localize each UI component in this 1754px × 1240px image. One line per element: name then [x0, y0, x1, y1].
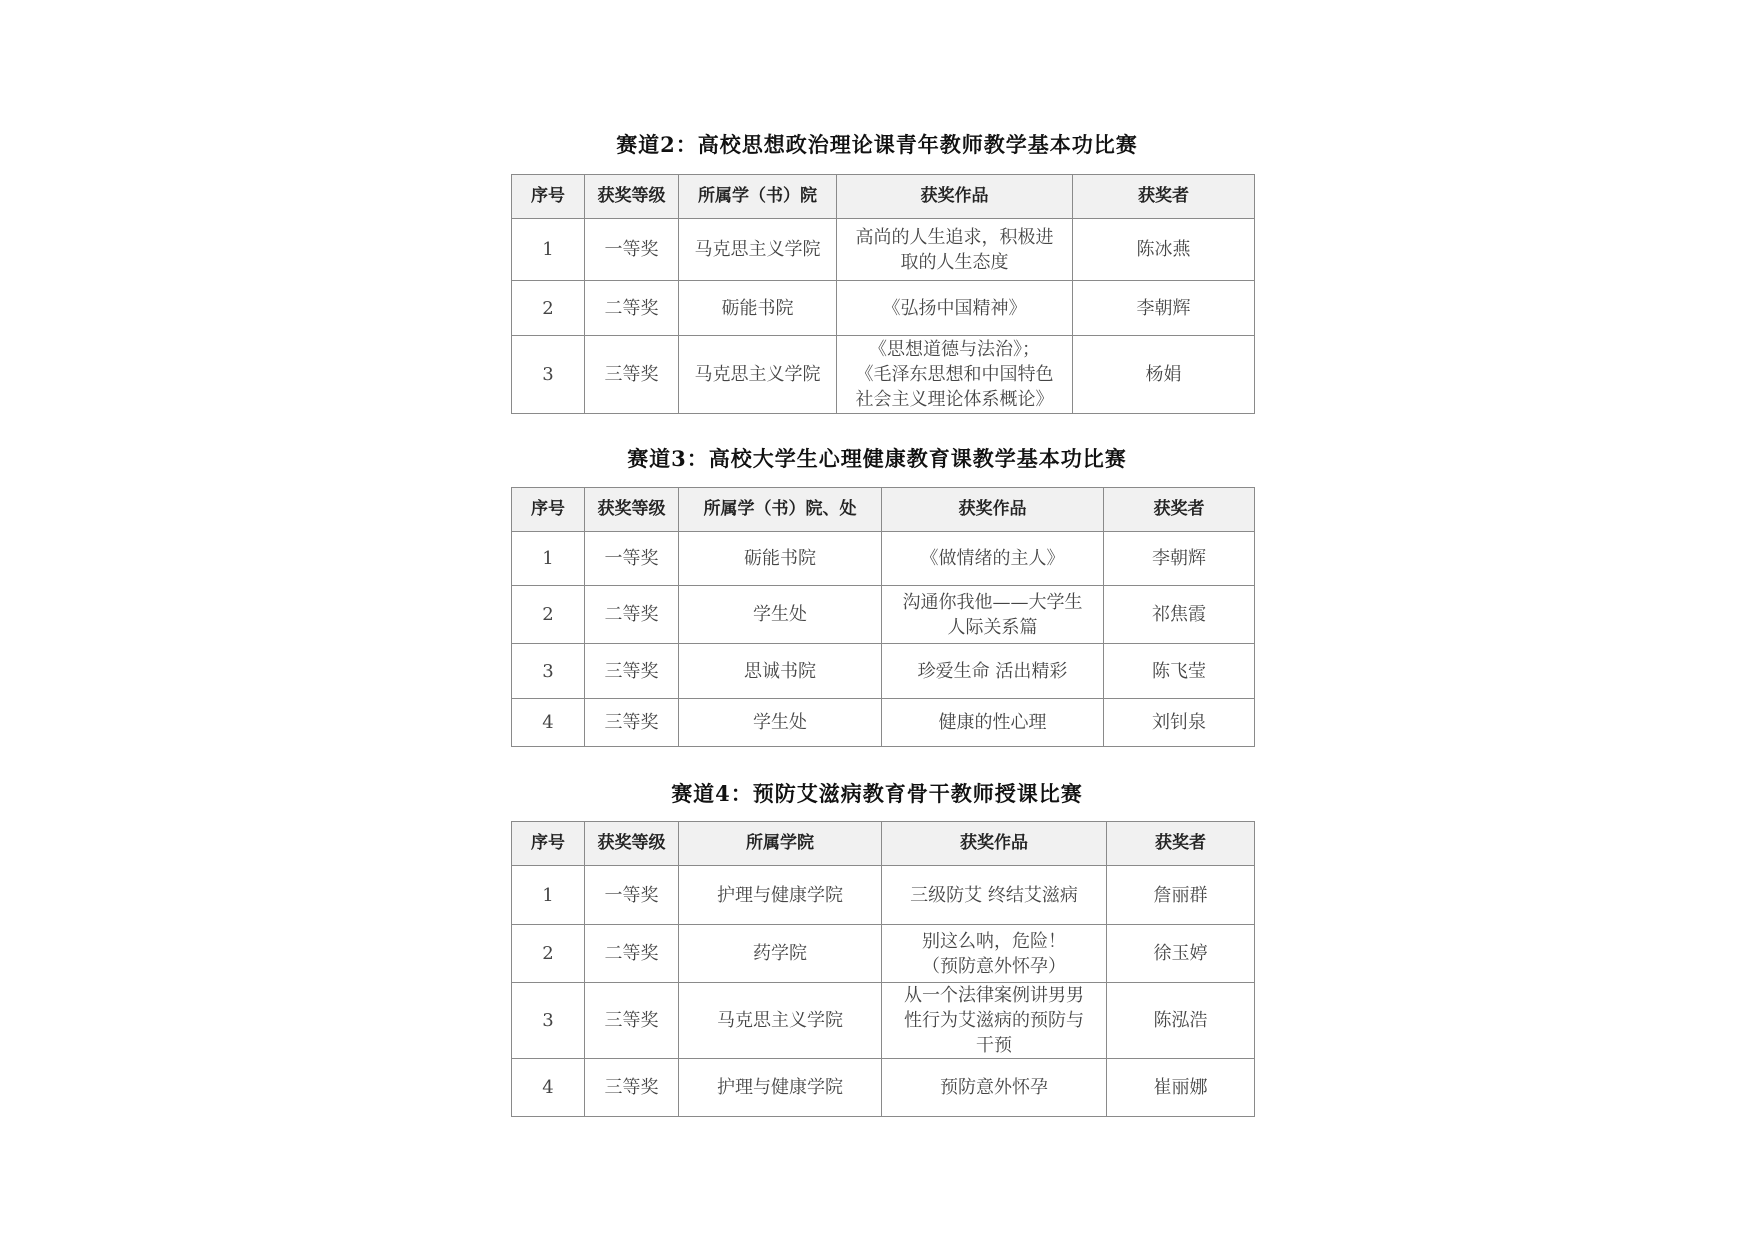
- cell-winner: 李朝辉: [1104, 532, 1255, 586]
- cell-award-level: 三等奖: [585, 699, 679, 747]
- table-row: [512, 925, 1255, 983]
- header-winner: 获奖者: [1073, 175, 1255, 219]
- section-3-title: 赛道3：高校大学生心理健康教育课教学基本功比赛: [627, 446, 1127, 471]
- cell-work: 沟通你我他——大学生 人际关系篇: [882, 586, 1104, 644]
- cell-work: 预防意外怀孕: [882, 1059, 1107, 1117]
- cell-index: 3: [512, 336, 585, 414]
- cell-index: 3: [512, 644, 585, 699]
- cell-award-level: 二等奖: [585, 586, 679, 644]
- table-row: [512, 219, 1255, 281]
- cell-college: 马克思主义学院: [679, 983, 882, 1059]
- table-row: [512, 1059, 1255, 1117]
- table-row: [512, 983, 1255, 1059]
- header-award-level: 获奖等级: [585, 488, 679, 532]
- cell-award-level: 二等奖: [585, 925, 679, 983]
- cell-index: 2: [512, 586, 585, 644]
- header-college: 所属学（书）院、处: [679, 488, 882, 532]
- cell-winner: 杨娟: [1073, 336, 1255, 414]
- cell-college: 马克思主义学院: [679, 336, 837, 414]
- cell-award-level: 一等奖: [585, 532, 679, 586]
- header-work: 获奖作品: [882, 488, 1104, 532]
- section-3-table: [511, 487, 1255, 747]
- cell-index: 1: [512, 219, 585, 281]
- cell-award-level: 三等奖: [585, 644, 679, 699]
- cell-index: 2: [512, 925, 585, 983]
- table-row: [512, 532, 1255, 586]
- cell-work: 《思想道德与法治》； 《毛泽东思想和中国特色 社会主义理论体系概论》: [837, 336, 1073, 414]
- cell-winner: 祁焦霞: [1104, 586, 1255, 644]
- table-header-row: [512, 175, 1255, 219]
- cell-award-level: 三等奖: [585, 1059, 679, 1117]
- cell-college: 药学院: [679, 925, 882, 983]
- cell-work: 三级防艾 终结艾滋病: [882, 866, 1107, 925]
- cell-award-level: 一等奖: [585, 866, 679, 925]
- table-row: [512, 699, 1255, 747]
- cell-index: 4: [512, 699, 585, 747]
- cell-winner: 詹丽群: [1107, 866, 1255, 925]
- cell-work: 《做情绪的主人》: [882, 532, 1104, 586]
- cell-award-level: 三等奖: [585, 983, 679, 1059]
- table-row: [512, 281, 1255, 336]
- cell-work: 《弘扬中国精神》: [837, 281, 1073, 336]
- cell-winner: 陈飞莹: [1104, 644, 1255, 699]
- header-index: 序号: [512, 175, 585, 219]
- cell-index: 4: [512, 1059, 585, 1117]
- cell-winner: 李朝辉: [1073, 281, 1255, 336]
- cell-work: 高尚的人生追求，积极进 取的人生态度: [837, 219, 1073, 281]
- header-winner: 获奖者: [1107, 822, 1255, 866]
- header-work: 获奖作品: [837, 175, 1073, 219]
- header-work: 获奖作品: [882, 822, 1107, 866]
- cell-index: 1: [512, 532, 585, 586]
- section-2-table: [511, 174, 1255, 414]
- cell-index: 2: [512, 281, 585, 336]
- cell-work: 健康的性心理: [882, 699, 1104, 747]
- cell-award-level: 二等奖: [585, 281, 679, 336]
- cell-winner: 陈冰燕: [1073, 219, 1255, 281]
- cell-college: 砺能书院: [679, 532, 882, 586]
- cell-college: 学生处: [679, 699, 882, 747]
- section-2-title: 赛道2：高校思想政治理论课青年教师教学基本功比赛: [616, 132, 1138, 157]
- cell-college: 护理与健康学院: [679, 866, 882, 925]
- cell-college: 护理与健康学院: [679, 1059, 882, 1117]
- section-4-table: [511, 821, 1255, 1117]
- table-header-row: [512, 822, 1255, 866]
- cell-index: 1: [512, 866, 585, 925]
- cell-college: 砺能书院: [679, 281, 837, 336]
- header-award-level: 获奖等级: [585, 175, 679, 219]
- table-row: [512, 866, 1255, 925]
- cell-award-level: 三等奖: [585, 336, 679, 414]
- header-index: 序号: [512, 488, 585, 532]
- table-header-row: [512, 488, 1255, 532]
- cell-index: 3: [512, 983, 585, 1059]
- header-winner: 获奖者: [1104, 488, 1255, 532]
- cell-winner: 陈泓浩: [1107, 983, 1255, 1059]
- header-index: 序号: [512, 822, 585, 866]
- cell-winner: 刘钊泉: [1104, 699, 1255, 747]
- cell-winner: 崔丽娜: [1107, 1059, 1255, 1117]
- table-row: [512, 644, 1255, 699]
- table-row: [512, 586, 1255, 644]
- cell-college: 马克思主义学院: [679, 219, 837, 281]
- header-award-level: 获奖等级: [585, 822, 679, 866]
- cell-work: 别这么呐，危险！ （预防意外怀孕）: [882, 925, 1107, 983]
- header-college: 所属学（书）院: [679, 175, 837, 219]
- header-college: 所属学院: [679, 822, 882, 866]
- section-4-title: 赛道4：预防艾滋病教育骨干教师授课比赛: [671, 781, 1083, 806]
- cell-work: 珍爱生命 活出精彩: [882, 644, 1104, 699]
- cell-work: 从一个法律案例讲男男 性行为艾滋病的预防与 干预: [882, 983, 1107, 1059]
- cell-winner: 徐玉婷: [1107, 925, 1255, 983]
- cell-college: 学生处: [679, 586, 882, 644]
- table-row: [512, 336, 1255, 414]
- cell-award-level: 一等奖: [585, 219, 679, 281]
- cell-college: 思诚书院: [679, 644, 882, 699]
